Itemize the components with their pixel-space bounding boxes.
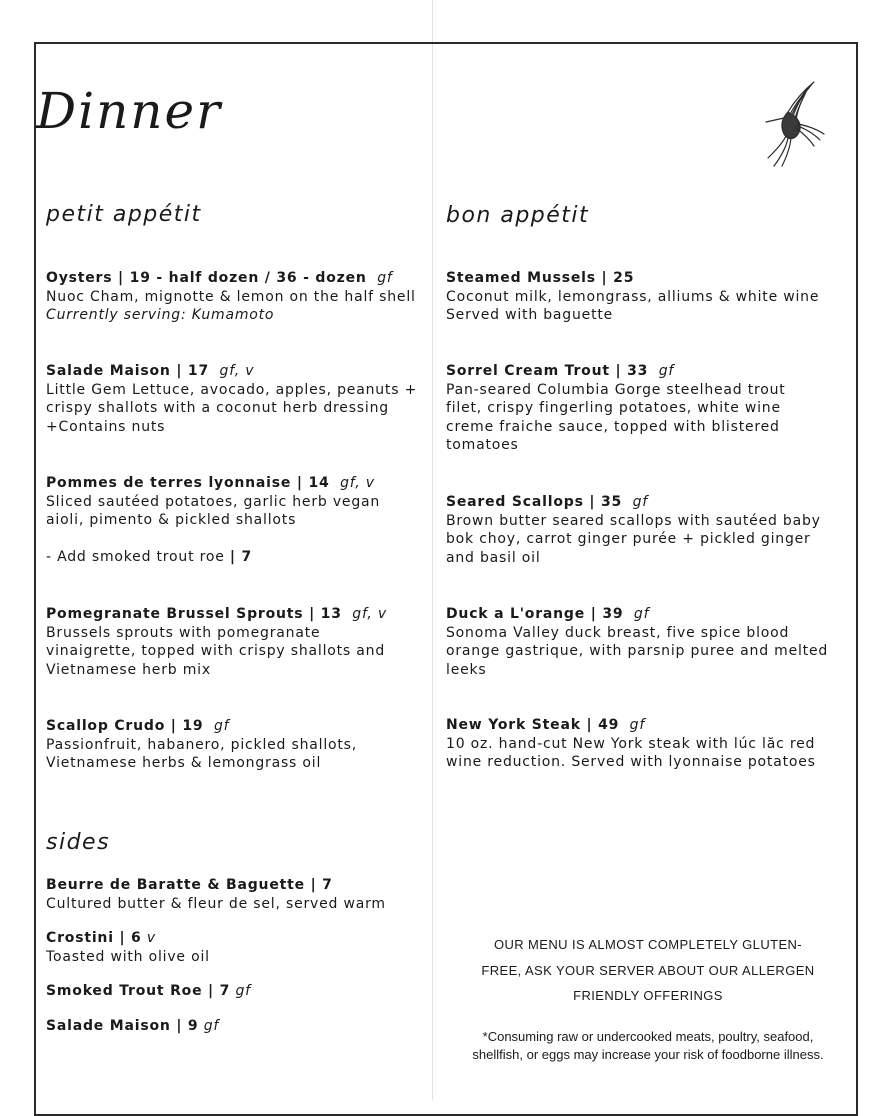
item-desc: orange gastrique, with parsnip puree and melted bbox=[446, 643, 829, 660]
item-name: Beurre de Baratte & Baguette | 7 bbox=[46, 877, 333, 893]
item-desc: Sonoma Valley duck breast, five spice blood bbox=[446, 624, 790, 641]
item-note: Currently serving: Kumamoto bbox=[46, 307, 275, 324]
side-item-beurre bbox=[46, 876, 424, 913]
menu-title: Dinner bbox=[36, 82, 222, 140]
notice-line: OUR MENU IS ALMOST COMPLETELY GLUTEN- bbox=[493, 937, 803, 952]
item-desc: filet, crispy fingerling potatoes, white wine bbox=[446, 400, 781, 417]
menu-item-scallop-crudo bbox=[46, 717, 424, 773]
item-name: Salade Maison | 9 bbox=[46, 1018, 199, 1034]
item-desc: Toasted with olive oil bbox=[46, 948, 210, 965]
item-desc: Coconut milk, lemongrass, alliums & white wine bbox=[446, 288, 820, 305]
item-name: Duck a L'orange | 39 bbox=[446, 606, 624, 622]
item-desc: Pan-seared Columbia Gorge steelhead trout bbox=[446, 381, 786, 398]
addon-price: | 7 bbox=[229, 549, 253, 566]
item-desc: Brussels sprouts with pomegranate bbox=[46, 624, 321, 641]
item-name: Pommes de terres lyonnaise | 14 bbox=[46, 475, 330, 491]
addon-label: - Add smoked trout roe bbox=[46, 549, 225, 566]
allergen-notice bbox=[446, 932, 850, 1009]
item-tag: gf, v bbox=[340, 475, 375, 491]
item-name: Seared Scallops | 35 bbox=[446, 494, 623, 510]
item-tag: gf bbox=[235, 983, 251, 999]
menu-item-steamed-mussels bbox=[446, 269, 846, 325]
item-name: Crostini | 6 bbox=[46, 930, 142, 946]
item-desc: leeks bbox=[446, 661, 487, 678]
item-desc: and basil oil bbox=[446, 549, 541, 566]
menu-item-oysters bbox=[46, 269, 424, 325]
item-desc: 10 oz. hand-cut New York steak with lúc lăc red bbox=[446, 735, 816, 752]
item-tag: gf, v bbox=[352, 606, 388, 622]
item-tag: gf bbox=[377, 270, 393, 286]
menu-item-duck-a-lorange bbox=[446, 605, 846, 679]
item-name: Sorrel Cream Trout | 33 bbox=[446, 363, 649, 379]
item-tag: gf bbox=[203, 1018, 220, 1034]
item-desc: crispy shallots with a coconut herb dressing bbox=[46, 400, 389, 417]
item-tag: gf bbox=[632, 494, 649, 510]
item-tag: gf, v bbox=[219, 363, 255, 379]
menu-item-new-york-steak bbox=[446, 716, 846, 772]
item-desc: Nuoc Cham, mignotte & lemon on the half shell bbox=[46, 288, 416, 305]
item-desc: wine reduction. Served with lyonnaise potatoes bbox=[446, 754, 816, 771]
item-desc: Passionfruit, habanero, pickled shallots, bbox=[46, 736, 358, 753]
item-name: Salade Maison | 17 bbox=[46, 363, 210, 379]
notice-line: FREE, ASK YOUR SERVER ABOUT OUR ALLERGEN bbox=[481, 962, 815, 978]
item-desc: Little Gem Lettuce, avocado, apples, peanuts + bbox=[46, 381, 418, 398]
side-item-smoked-trout-roe bbox=[46, 982, 424, 1001]
item-tag: gf bbox=[633, 606, 650, 622]
item-tag: gf bbox=[658, 363, 675, 379]
menu-item-seared-scallops bbox=[446, 493, 846, 567]
menu-item-pommes-lyonnaise bbox=[46, 474, 424, 567]
item-desc: Vietnamese herb mix bbox=[46, 661, 211, 678]
menu-item-brussel-sprouts bbox=[46, 605, 424, 679]
side-item-crostini bbox=[46, 929, 424, 966]
item-desc: Sliced sautéed potatoes, garlic herb vegan bbox=[46, 493, 381, 510]
hummingbird-icon bbox=[758, 78, 826, 168]
side-item-salade-maison bbox=[46, 1017, 424, 1036]
item-name: Smoked Trout Roe | 7 bbox=[46, 983, 231, 999]
item-tag: v bbox=[146, 930, 156, 946]
section-title-bon-appetit: bon appétit bbox=[446, 203, 590, 228]
menu-item-salade-maison bbox=[46, 362, 424, 436]
item-desc: Vietnamese herbs & lemongrass oil bbox=[46, 755, 322, 772]
item-desc: aioli, pimento & pickled shallots bbox=[46, 512, 297, 529]
foodborne-disclaimer bbox=[446, 1028, 850, 1064]
menu-item-sorrel-cream-trout bbox=[446, 362, 846, 455]
item-name: New York Steak | 49 bbox=[446, 717, 620, 733]
item-desc: vinaigrette, topped with crispy shallots and bbox=[46, 643, 386, 660]
notice-line: FRIENDLY OFFERINGS bbox=[573, 988, 723, 1003]
section-title-petit-appetit: petit appétit bbox=[46, 202, 202, 227]
item-name: Steamed Mussels | 25 bbox=[446, 270, 635, 286]
item-desc: Brown butter seared scallops with sautéed baby bbox=[446, 512, 821, 529]
disclaimer-line: *Consuming raw or undercooked meats, poultry, seafood, bbox=[482, 1029, 814, 1044]
item-name: Oysters | 19 - half dozen / 36 - dozen bbox=[46, 270, 367, 286]
item-desc: Served with baguette bbox=[446, 307, 614, 324]
item-tag: gf bbox=[214, 718, 230, 734]
section-title-sides: sides bbox=[46, 830, 111, 855]
item-desc: creme fraiche sauce, topped with blistered bbox=[446, 418, 780, 435]
item-name: Pomegranate Brussel Sprouts | 13 bbox=[46, 606, 342, 622]
item-desc: Cultured butter & fleur de sel, served warm bbox=[46, 895, 386, 912]
item-tag: gf bbox=[629, 717, 646, 733]
disclaimer-line: shellfish, or eggs may increase your risk of foodborne illness. bbox=[472, 1047, 824, 1062]
item-desc: +Contains nuts bbox=[46, 418, 166, 435]
item-name: Scallop Crudo | 19 bbox=[46, 718, 204, 734]
item-desc: tomatoes bbox=[446, 437, 519, 454]
item-desc: bok choy, carrot ginger purée + pickled ginger bbox=[446, 531, 811, 548]
